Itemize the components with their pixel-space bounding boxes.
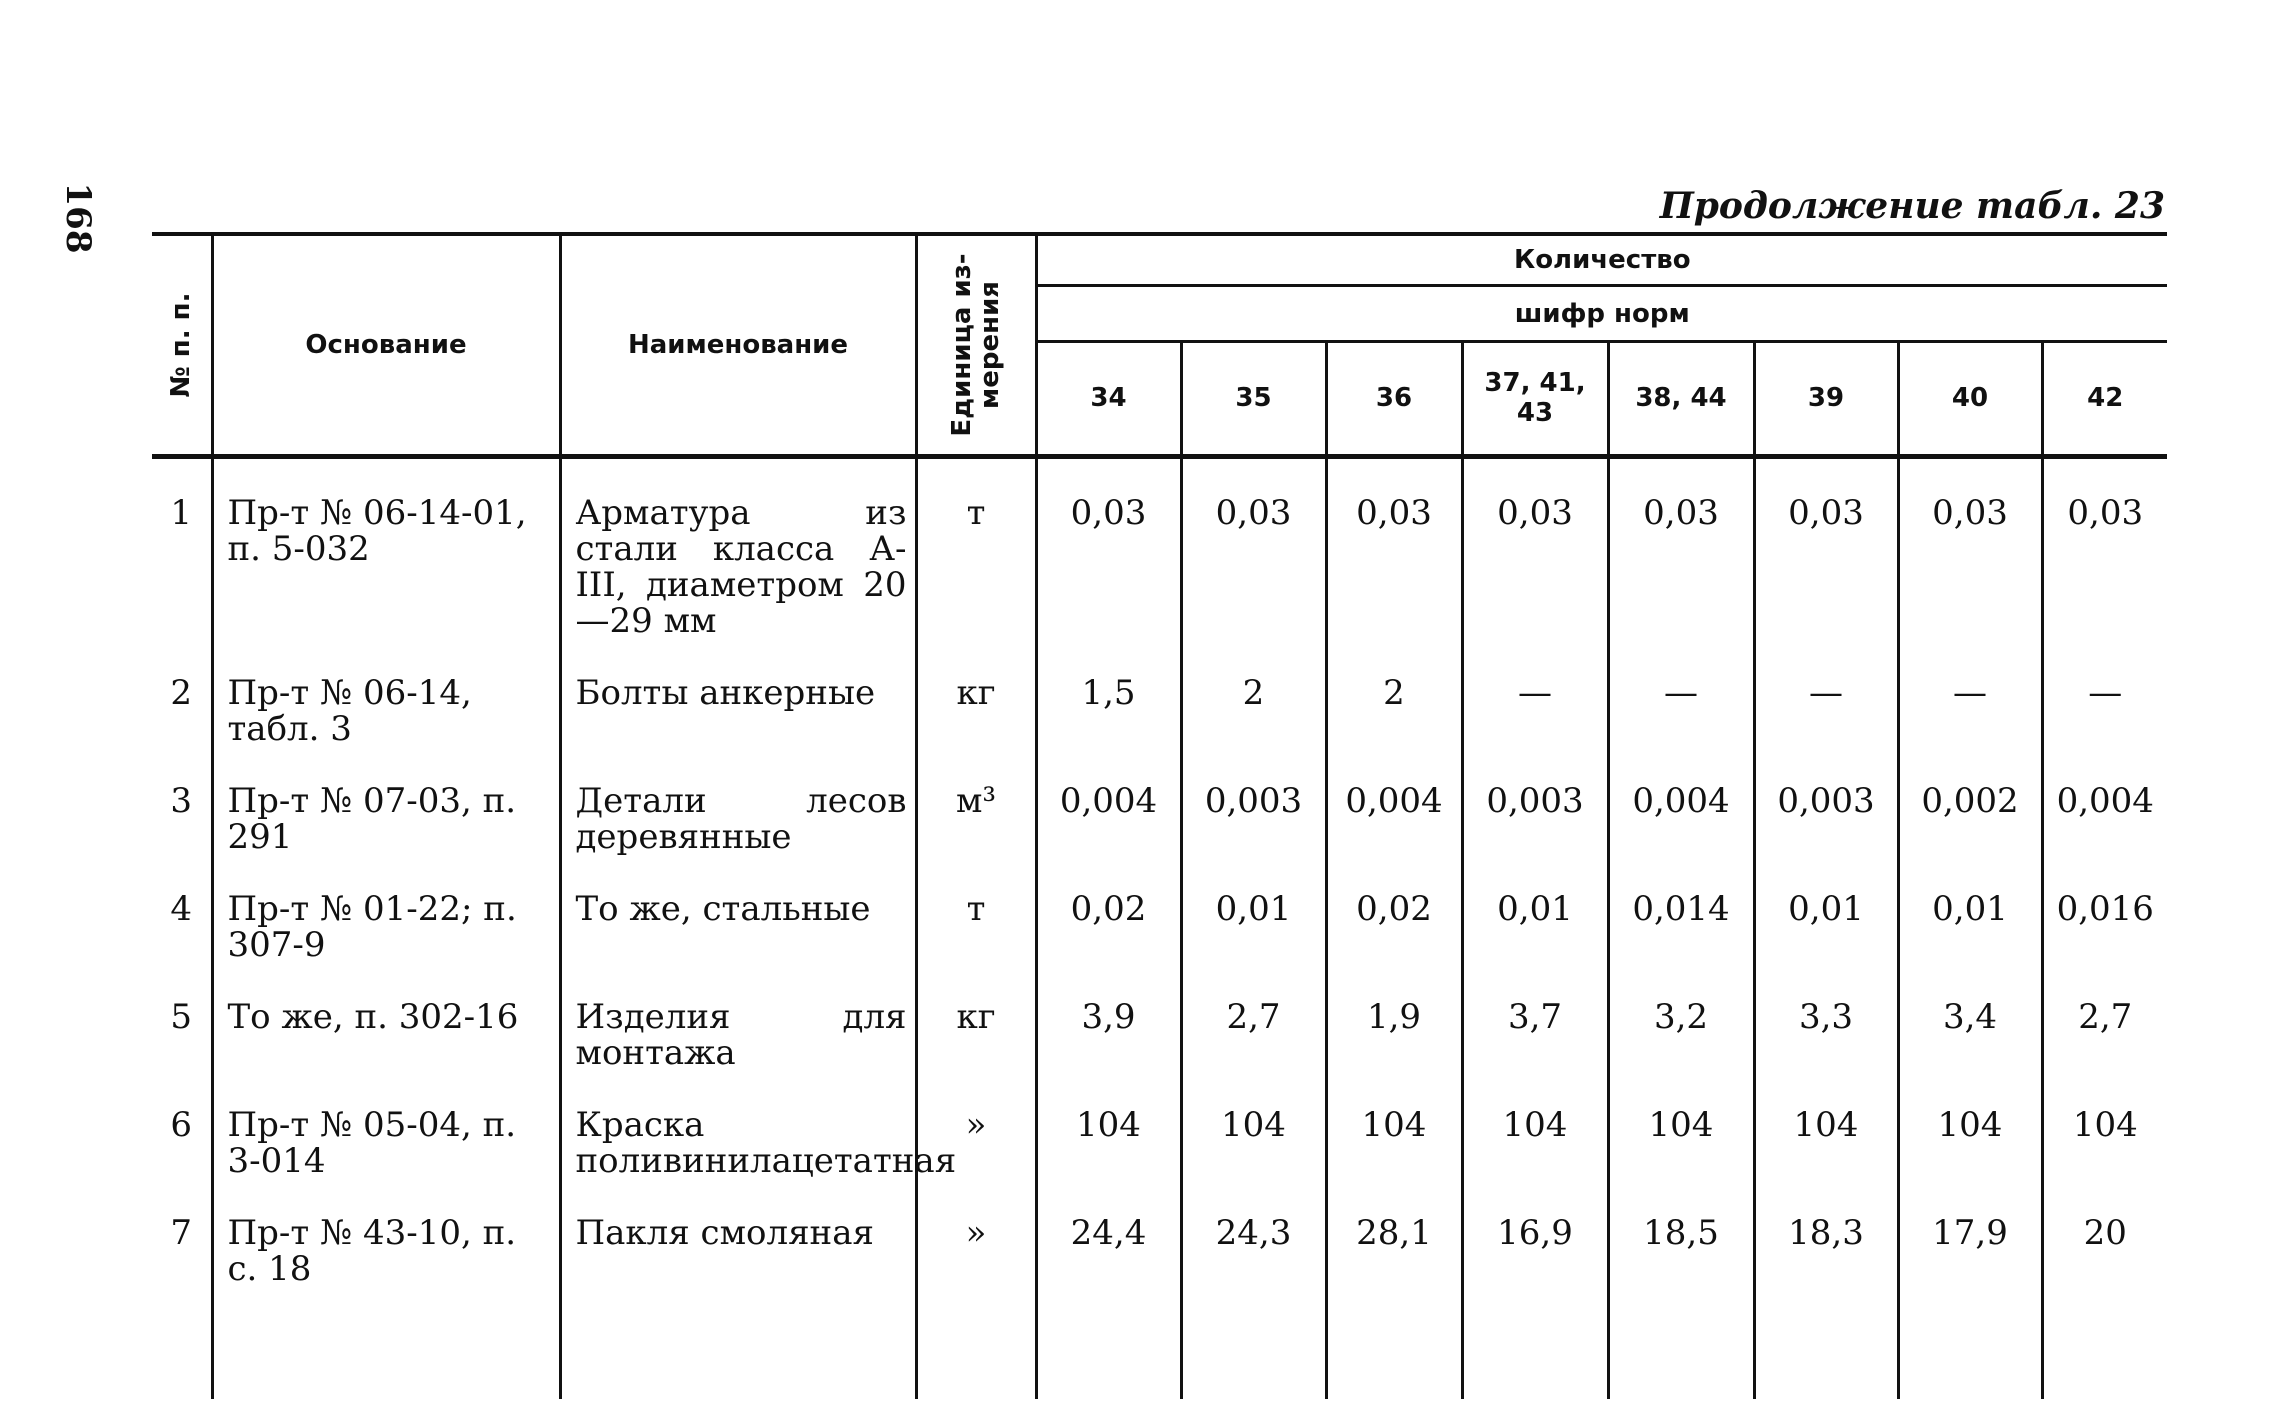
row-value: 2,7 xyxy=(2042,963,2167,1071)
row-number: 6 xyxy=(152,1071,212,1179)
row-value: 20 xyxy=(2042,1179,2167,1287)
row-value: 17,9 xyxy=(1898,1179,2042,1287)
row-value: 0,03 xyxy=(1326,457,1462,640)
table-continuation-label: Продолжение табл. 23 xyxy=(1659,185,2165,227)
row-value: — xyxy=(1608,639,1754,747)
blank-cell xyxy=(2042,1287,2167,1399)
table-row xyxy=(152,639,2167,747)
row-value: 0,01 xyxy=(1181,855,1326,963)
header-basis: Основание xyxy=(212,234,560,457)
row-basis: Пр-т № 06-14, табл. 3 xyxy=(212,639,560,747)
header-code: 36 xyxy=(1326,341,1462,456)
header-code: 42 xyxy=(2042,341,2167,456)
row-value: 104 xyxy=(1754,1071,1898,1179)
row-value: 1,9 xyxy=(1326,963,1462,1071)
row-name: Детали лесов деревянные xyxy=(560,747,916,855)
row-value: — xyxy=(1754,639,1898,747)
row-unit: т xyxy=(916,855,1036,963)
row-name: Краска поливинилацетатная xyxy=(560,1071,916,1179)
header-quantity: Количество xyxy=(1036,234,2167,286)
blank-cell xyxy=(1326,1287,1462,1399)
row-value: 0,03 xyxy=(1036,457,1181,640)
row-unit: кг xyxy=(916,639,1036,747)
row-name: Арматура из стали класса А-III, диаметром 20—29 мм xyxy=(560,457,916,640)
row-value: 0,016 xyxy=(2042,855,2167,963)
table-row xyxy=(152,1179,2167,1287)
row-unit: » xyxy=(916,1071,1036,1179)
row-value: 104 xyxy=(1326,1071,1462,1179)
table-row-blank xyxy=(152,1287,2167,1399)
row-value: 2,7 xyxy=(1181,963,1326,1071)
row-value: 104 xyxy=(1898,1071,2042,1179)
row-name: Пакля смоляная xyxy=(560,1179,916,1287)
row-value: 0,004 xyxy=(1036,747,1181,855)
row-value: 3,7 xyxy=(1462,963,1608,1071)
row-value: 0,004 xyxy=(1326,747,1462,855)
row-value: 0,01 xyxy=(1898,855,2042,963)
row-value: 24,4 xyxy=(1036,1179,1181,1287)
table-row xyxy=(152,1071,2167,1179)
row-basis: Пр-т № 06-14-01, п. 5-032 xyxy=(212,457,560,640)
row-name: Изделия для монтажа xyxy=(560,963,916,1071)
blank-cell xyxy=(1181,1287,1326,1399)
row-basis: То же, п. 302-16 xyxy=(212,963,560,1071)
row-value: 2 xyxy=(1326,639,1462,747)
row-number: 1 xyxy=(152,457,212,640)
row-basis: Пр-т № 05-04, п. 3-014 xyxy=(212,1071,560,1179)
row-unit: т xyxy=(916,457,1036,640)
blank-cell xyxy=(1036,1287,1181,1399)
row-number: 5 xyxy=(152,963,212,1071)
table-row xyxy=(152,963,2167,1071)
row-number: 3 xyxy=(152,747,212,855)
page-number: 168 xyxy=(58,182,98,254)
row-basis: Пр-т № 43-10, п. с. 18 xyxy=(212,1179,560,1287)
row-value: 104 xyxy=(1608,1071,1754,1179)
row-value: 0,014 xyxy=(1608,855,1754,963)
row-value: 0,01 xyxy=(1754,855,1898,963)
row-value: 2 xyxy=(1181,639,1326,747)
row-value: 0,03 xyxy=(1754,457,1898,640)
header-code: 34 xyxy=(1036,341,1181,456)
row-value: 0,003 xyxy=(1754,747,1898,855)
row-value: — xyxy=(1898,639,2042,747)
blank-cell xyxy=(152,1287,212,1399)
row-name: То же, стальные xyxy=(560,855,916,963)
row-value: 0,03 xyxy=(2042,457,2167,640)
row-unit: » xyxy=(916,1179,1036,1287)
table-row xyxy=(152,457,2167,640)
row-value: 0,02 xyxy=(1036,855,1181,963)
row-value: 104 xyxy=(1036,1071,1181,1179)
row-value: 1,5 xyxy=(1036,639,1181,747)
row-value: 16,9 xyxy=(1462,1179,1608,1287)
row-basis: Пр-т № 07-03, п. 291 xyxy=(212,747,560,855)
row-value: — xyxy=(1462,639,1608,747)
row-value: 0,02 xyxy=(1326,855,1462,963)
header-cipher-norms: шифр норм xyxy=(1036,286,2167,341)
norms-table xyxy=(152,232,2167,1399)
blank-cell xyxy=(916,1287,1036,1399)
row-value: 104 xyxy=(2042,1071,2167,1179)
row-unit: кг xyxy=(916,963,1036,1071)
row-value: 18,3 xyxy=(1754,1179,1898,1287)
row-value: 3,9 xyxy=(1036,963,1181,1071)
row-value: 28,1 xyxy=(1326,1179,1462,1287)
row-value: 18,5 xyxy=(1608,1179,1754,1287)
header-code: 37, 41, 43 xyxy=(1462,341,1608,456)
row-value: 0,01 xyxy=(1462,855,1608,963)
row-value: 24,3 xyxy=(1181,1179,1326,1287)
header-unit: Единица из- мерения xyxy=(916,234,1036,457)
row-value: 104 xyxy=(1181,1071,1326,1179)
row-value: 3,2 xyxy=(1608,963,1754,1071)
header-row-number: № п. п. xyxy=(152,234,212,457)
row-number: 7 xyxy=(152,1179,212,1287)
blank-cell xyxy=(1462,1287,1608,1399)
row-value: 3,3 xyxy=(1754,963,1898,1071)
row-value: 104 xyxy=(1462,1071,1608,1179)
blank-cell xyxy=(1754,1287,1898,1399)
header-name: Наименование xyxy=(560,234,916,457)
blank-cell xyxy=(560,1287,916,1399)
header-code: 38, 44 xyxy=(1608,341,1754,456)
row-value: 0,002 xyxy=(1898,747,2042,855)
row-value: 0,03 xyxy=(1181,457,1326,640)
row-value: 0,03 xyxy=(1898,457,2042,640)
row-number: 4 xyxy=(152,855,212,963)
row-value: 3,4 xyxy=(1898,963,2042,1071)
header-code: 40 xyxy=(1898,341,2042,456)
row-number: 2 xyxy=(152,639,212,747)
norms-table-wrapper xyxy=(152,232,2167,1378)
row-basis: Пр-т № 01-22; п. 307-9 xyxy=(212,855,560,963)
row-value: — xyxy=(2042,639,2167,747)
row-value: 0,03 xyxy=(1462,457,1608,640)
row-name: Болты анкерные xyxy=(560,639,916,747)
table-row xyxy=(152,855,2167,963)
header-code: 39 xyxy=(1754,341,1898,456)
row-unit: м³ xyxy=(916,747,1036,855)
blank-cell xyxy=(1898,1287,2042,1399)
header-code: 35 xyxy=(1181,341,1326,456)
blank-cell xyxy=(212,1287,560,1399)
row-value: 0,03 xyxy=(1608,457,1754,640)
row-value: 0,004 xyxy=(1608,747,1754,855)
row-value: 0,003 xyxy=(1462,747,1608,855)
row-value: 0,003 xyxy=(1181,747,1326,855)
row-value: 0,004 xyxy=(2042,747,2167,855)
table-row xyxy=(152,747,2167,855)
blank-cell xyxy=(1608,1287,1754,1399)
